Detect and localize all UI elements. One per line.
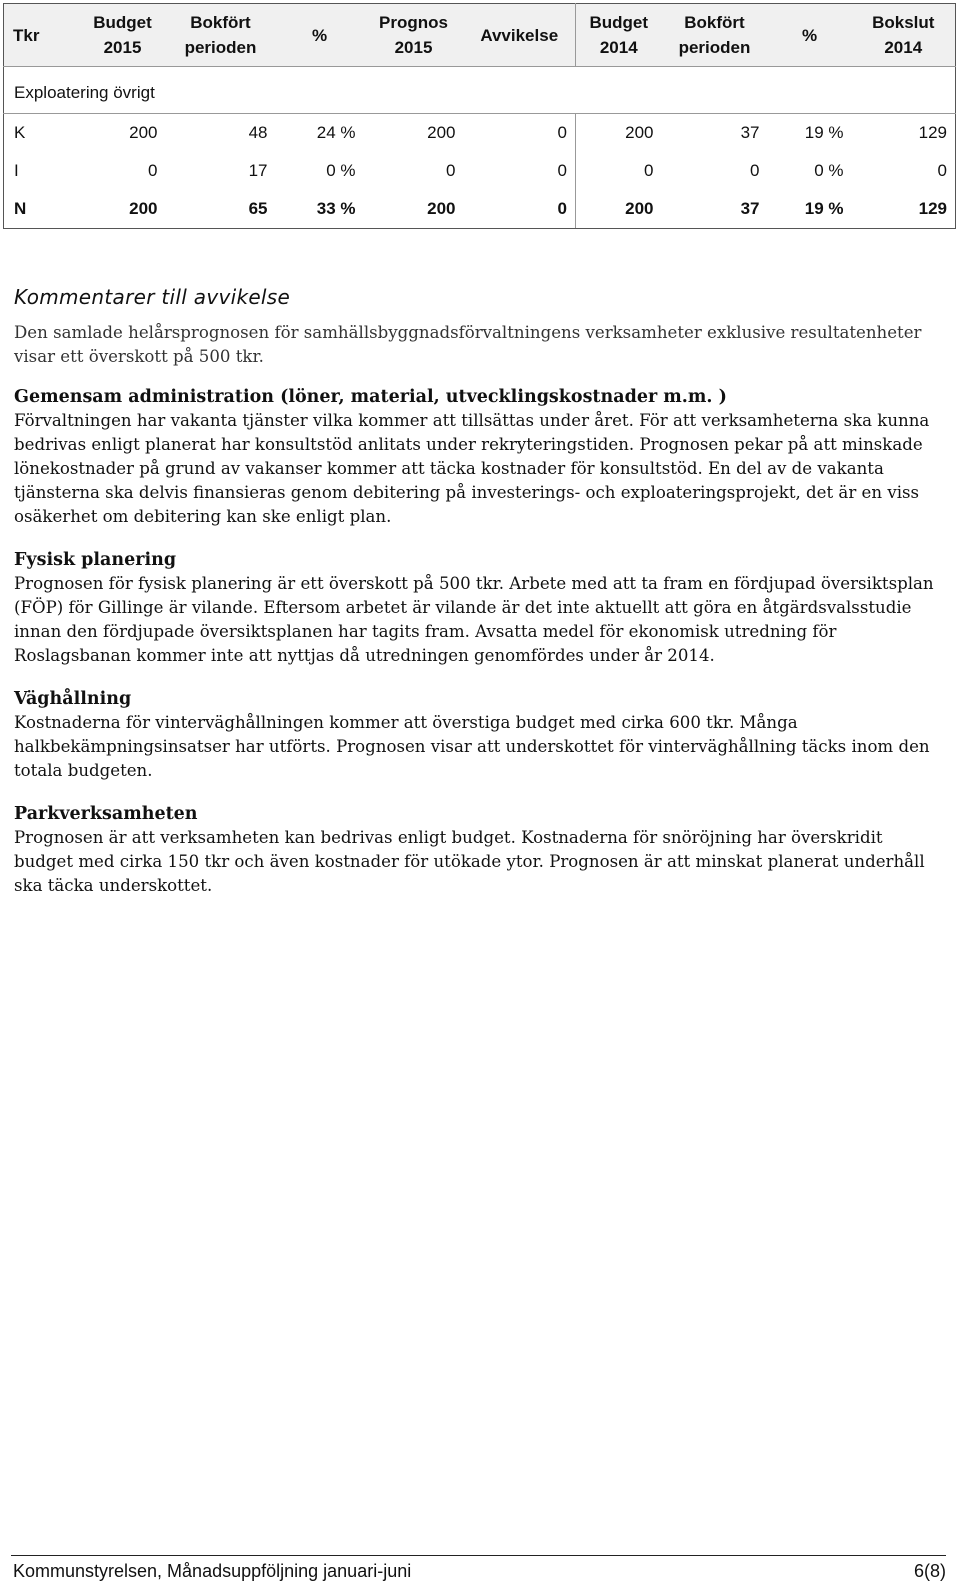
table-cell: 19 % — [768, 114, 852, 153]
section-heading-vaghallning: Väghållning — [14, 689, 132, 709]
header-bokfort-perioden-2015: Bokfört perioden — [166, 4, 276, 67]
section-label: Exploatering övrigt — [14, 83, 155, 102]
section-body-fysisk-planering: Prognosen för fysisk planering är ett överskott på 500 tkr. Arbete med att ta fram en fördjupad översiktsplan (FÖP) för Gillinge är vilande. Eftersom arbetet är vilande är det inte aktuellt att göra en åtgärdsvalsstudie innan den fördjupade översiktsplanen har tagits fram. Avsatta medel för ekonomisk utredning för Roslagsbanan kommer inte att nyttjas då utredningen genomfördes under år 2014. — [14, 574, 934, 665]
section-body-parkverksamheten: Prognosen är att verksamheten kan bedrivas enligt budget. Kostnaderna för snöröjning har överskridit budget med cirka 150 tkr och även kostnader för utökade ytor. Prognosen är att minskat planerat underhåll ska täcka underskottet. — [14, 828, 925, 895]
header-percent-2014: % — [768, 4, 852, 67]
table-cell: 200 — [364, 114, 464, 153]
header-prognos-2015: Prognos 2015 — [364, 4, 464, 67]
header-bokslut-2014: Bokslut 2014 — [852, 4, 956, 67]
page-footer — [11, 1555, 946, 1581]
table-cell: 129 — [852, 114, 956, 153]
table-cell: 0 % — [814, 161, 844, 180]
table-cell: 0 — [750, 161, 760, 180]
row-label: N — [4, 190, 80, 229]
section-heading-fysisk-planering: Fysisk planering — [14, 550, 177, 570]
table-cell: 0 — [937, 161, 947, 180]
table-cell: 200 — [364, 190, 464, 229]
header-avvikelse: Avvikelse — [464, 4, 576, 67]
table-cell: 0 % — [326, 161, 356, 180]
table-cell: 0 — [148, 161, 158, 180]
table-cell: 200 — [80, 190, 166, 229]
header-tkr: Tkr — [4, 4, 80, 67]
table-cell: 65 — [166, 190, 276, 229]
table-cell: 0 — [644, 161, 654, 180]
table-cell: 33 % — [276, 190, 364, 229]
table-cell: 0 — [464, 114, 576, 153]
section-heading-administration: Gemensam administration (löner, material, utvecklingskostnader m.m. ) — [14, 387, 727, 407]
table-cell: 0 — [446, 161, 456, 180]
table-row-total — [4, 190, 956, 229]
table-cell: 37 — [662, 190, 768, 229]
footer-document-title: Kommunstyrelsen, Månadsuppföljning januari-juni — [13, 1561, 412, 1581]
table-cell: 17 — [248, 161, 268, 180]
table-section-row — [4, 67, 956, 114]
row-label: K — [4, 114, 80, 153]
comments-lead-paragraph: Den samlade helårsprognosen för samhällsbyggnadsförvaltningens verksamheter exklusive resultatenheter visar ett överskott på 500 tkr. — [14, 323, 922, 366]
section-body-vaghallning: Kostnaderna för vinterväghållningen kommer att överstiga budget med cirka 600 tkr. Många halkbekämpningsinsatser har utförts. Prognosen visar att underskottet för vinterväghållning täcks inom den totala budgeten. — [14, 713, 930, 780]
budget-table — [3, 3, 956, 229]
section-heading-parkverksamheten: Parkverksamheten — [14, 804, 198, 824]
table-cell: 129 — [852, 190, 956, 229]
comments-heading: Kommentarer till avvikelse — [14, 285, 291, 309]
table-cell: 19 % — [768, 190, 852, 229]
section-body-administration: Förvaltningen har vakanta tjänster vilka kommer att tillsättas under året. För att verksamheterna ska kunna bedrivas enligt planerat har konsultstöd anlitats under rekryteringstiden. Prognosen pekar på att minskade lönekostnader på grund av vakanser kommer att täcka kostnader för konsultstöd. En del av de vakanta tjänsterna ska delvis finansieras genom debitering på investerings- och exploateringsprojekt, det är en viss osäkerhet om debitering kan ske enligt plan. — [14, 411, 930, 526]
header-bokfort-perioden-2014: Bokfört perioden — [662, 4, 768, 67]
table-cell: 0 — [464, 190, 576, 229]
table-cell: 37 — [662, 114, 768, 153]
table-cell: 48 — [166, 114, 276, 153]
comments-section — [14, 283, 946, 898]
footer-page-number: 6(8) — [913, 1561, 946, 1581]
table-header — [4, 4, 956, 67]
header-budget-2015: Budget 2015 — [80, 4, 166, 67]
table-row — [4, 114, 956, 153]
table-cell: 0 — [464, 152, 576, 190]
header-percent-2015: % — [276, 4, 364, 67]
header-budget-2014: Budget 2014 — [576, 4, 662, 67]
table-row — [4, 152, 956, 190]
table-cell: 200 — [576, 190, 662, 229]
table-cell: 200 — [576, 114, 662, 153]
table-cell: 200 — [80, 114, 166, 153]
row-label: I — [14, 161, 19, 180]
table-cell: 24 % — [276, 114, 364, 153]
